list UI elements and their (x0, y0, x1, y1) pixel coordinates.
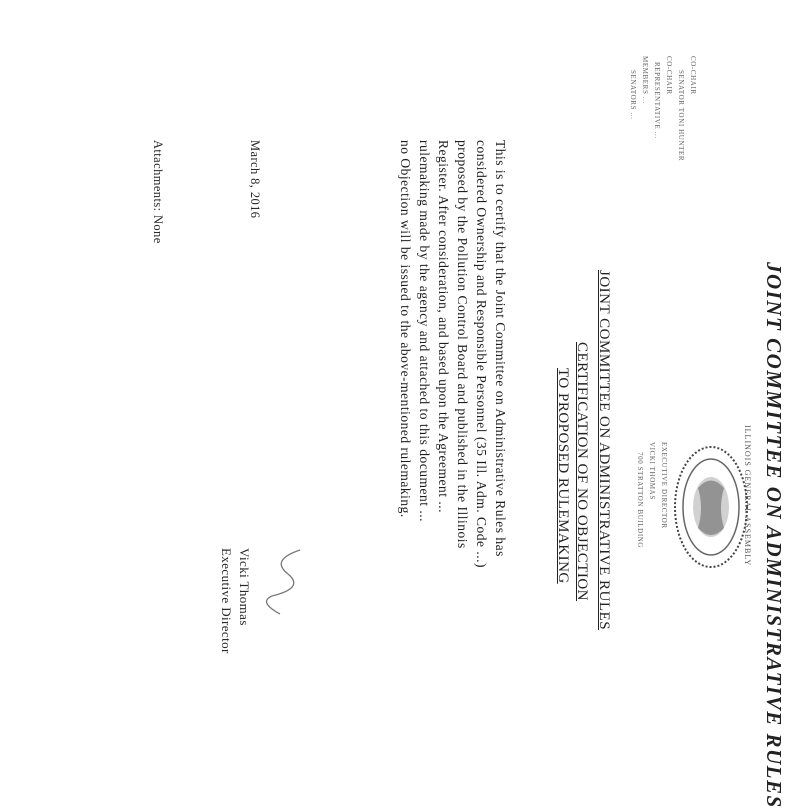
letterhead-title: JOINT COMMITTEE ON ADMINISTRATIVE RULES (762, 262, 786, 809)
certificate-title-line-3: TO PROPOSED RULEMAKING (555, 368, 571, 584)
left-column-line-5: MEMBERS ... (641, 56, 649, 104)
letterhead-subtitle: ILLINOIS GENERAL ASSEMBLY (743, 425, 752, 567)
left-column-line-1: CO-CHAIR (689, 56, 697, 95)
left-column-line-3: CO-CHAIR (665, 56, 673, 95)
left-column-line-6: SENATORS ... (629, 70, 637, 120)
signature-scribble-icon (250, 548, 310, 618)
body-line-2: considered Ownership and Responsible Personnel (35 Ill. Adm. Code ...) (474, 140, 489, 568)
state-seal-icon (668, 438, 754, 576)
body-line-1: This is to certify that the Joint Committee on Administrative Rules has (493, 140, 508, 557)
signature-title: Executive Director (219, 548, 234, 654)
certificate-title-line-1: JOINT COMMITTEE ON ADMINISTRATIVE RULES (596, 270, 612, 631)
left-column-line-4: REPRESENTATIVE ... (653, 62, 661, 139)
right-column-line-1: EXECUTIVE DIRECTOR (660, 442, 668, 529)
signature-name: Vicki Thomas (237, 548, 252, 626)
right-column-line-3: 700 STRATTON BUILDING (636, 452, 644, 549)
body-line-5: rulemaking made by the agency and attached to this document ... (417, 140, 432, 523)
body-line-4: Register. After consideration, and based upon the Agreement ... (436, 140, 451, 514)
document-date: March 8, 2016 (248, 140, 262, 219)
attachments-line: Attachments: None (151, 140, 165, 244)
body-line-6: no Objection will be issued to the above-mentioned rulemaking. (398, 140, 413, 518)
right-column-line-2: VICKI THOMAS (648, 442, 656, 500)
body-line-3: proposed by the Pollution Control Board and published in the Illinois (455, 140, 470, 549)
left-column-line-2: SENATOR TONI HUNTER (677, 70, 685, 162)
certificate-title-line-2: CERTIFICATION OF NO OBJECTION (574, 342, 590, 602)
